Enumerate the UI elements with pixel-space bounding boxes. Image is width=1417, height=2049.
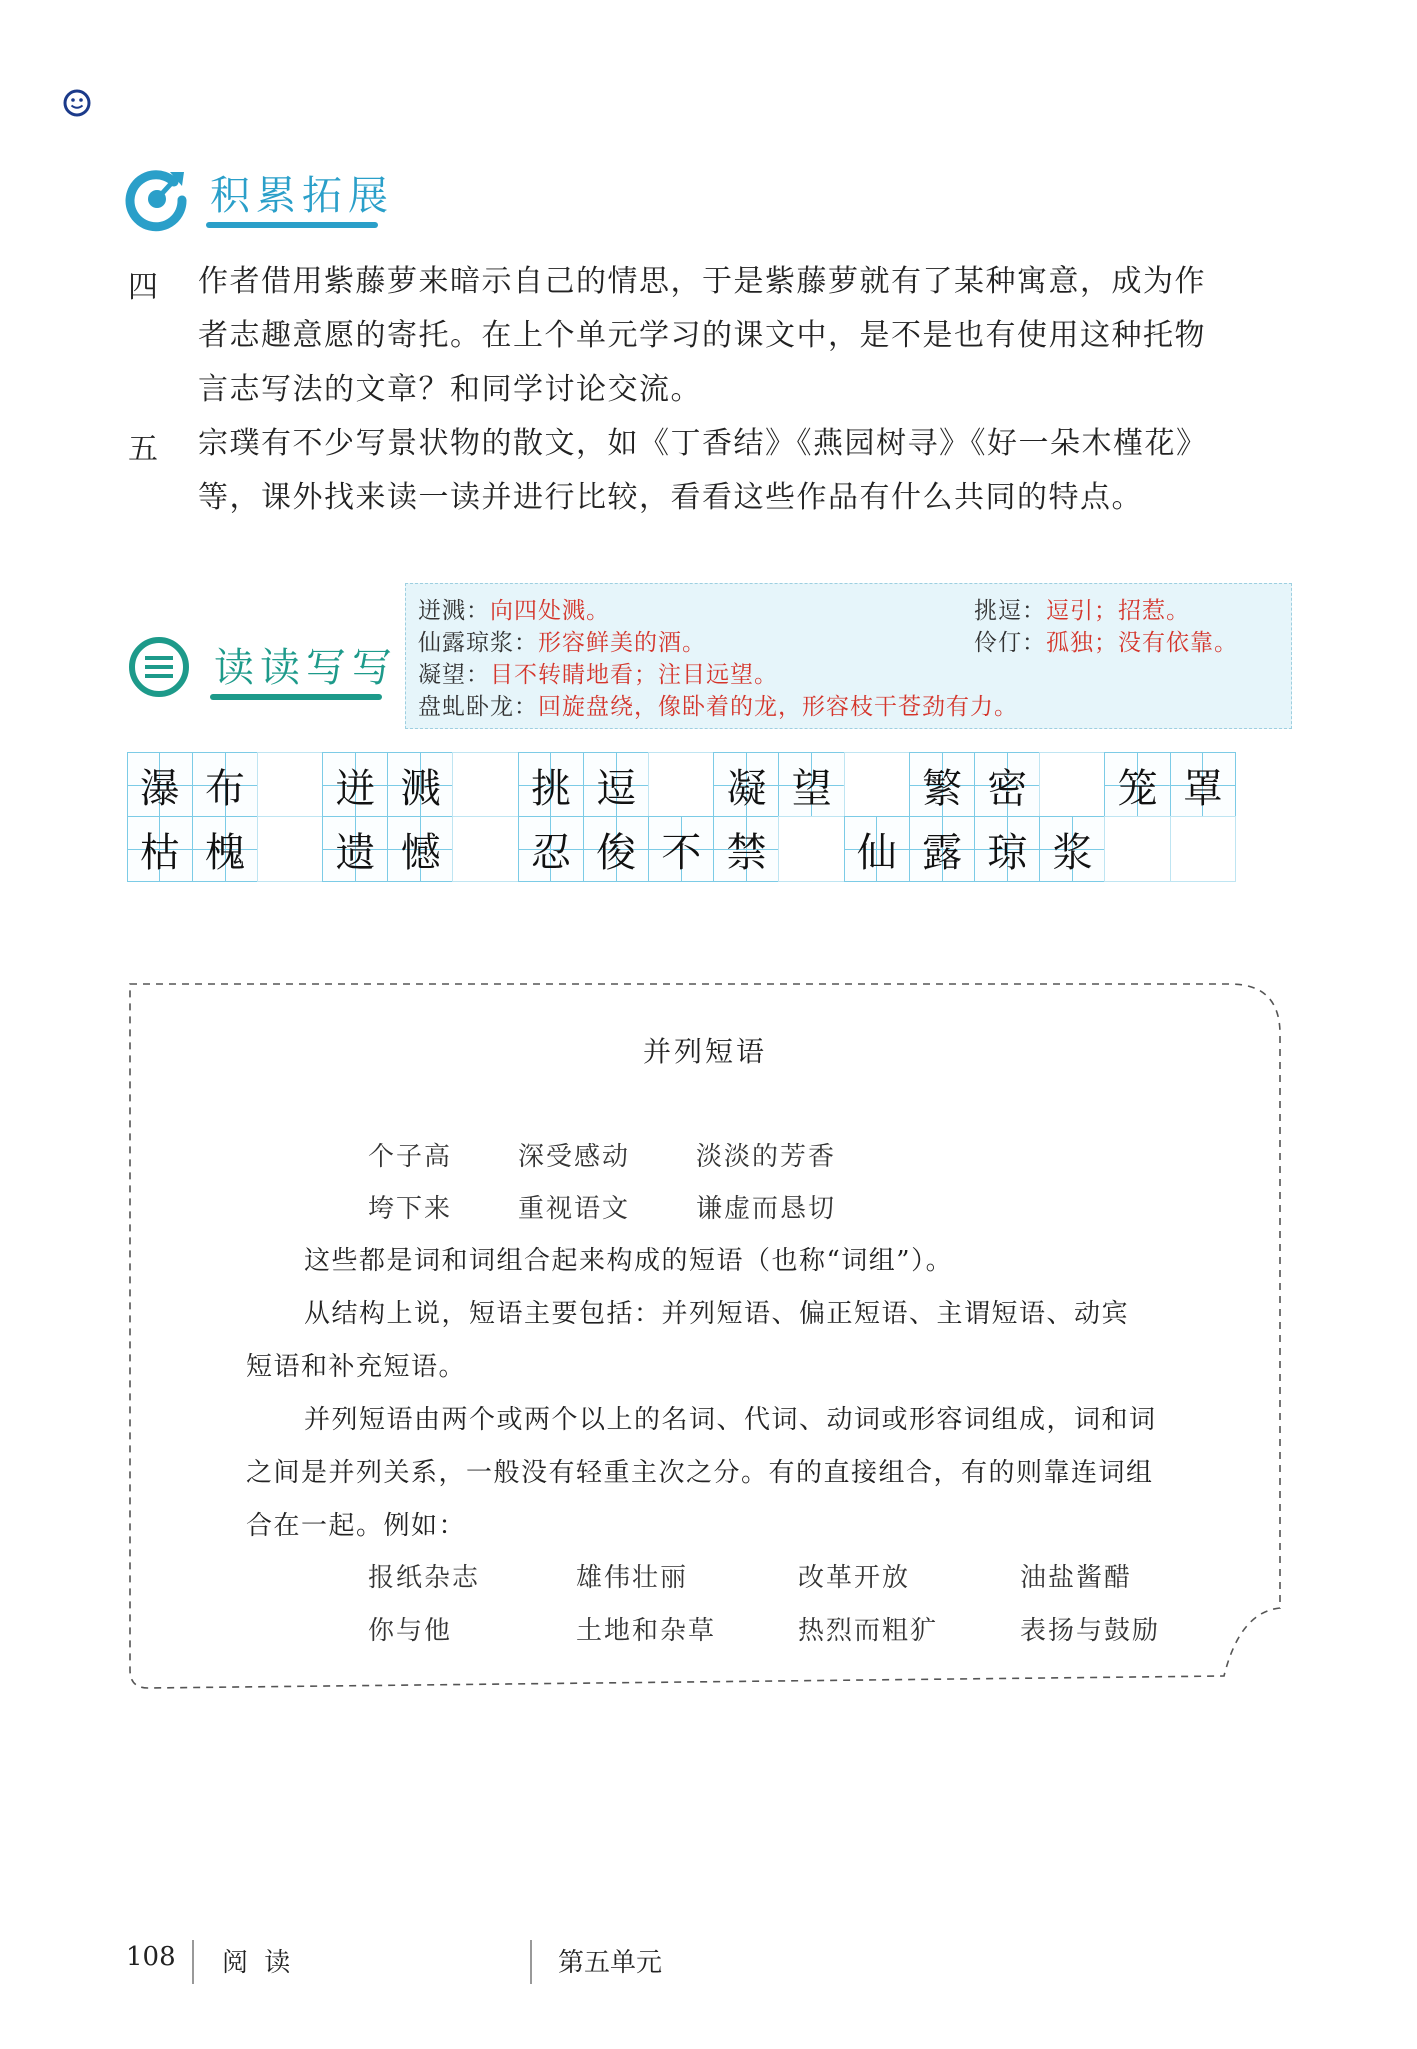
grid-character: 罩 xyxy=(1182,765,1223,812)
note-title: 并列短语 xyxy=(642,1035,767,1068)
grid-cell xyxy=(844,752,911,818)
grid-cell xyxy=(387,752,454,818)
grid-character: 浆 xyxy=(1052,829,1093,876)
phrase-example: 土地和杂草 xyxy=(576,1616,717,1646)
vocab-entry: 盘虬卧龙：回旋盘绕，像卧着的龙，形容枝干苍劲有力。 xyxy=(418,694,1018,720)
grid-cell xyxy=(1170,816,1237,882)
grid-cell xyxy=(778,752,845,818)
phrase-example: 表扬与鼓励 xyxy=(1020,1616,1161,1646)
grid-character: 笼 xyxy=(1117,765,1158,812)
grid-cell xyxy=(192,752,259,818)
question-line: 者志趣意愿的寄托。在上个单元学习的课文中，是不是也有使用这种托物 xyxy=(198,318,1206,353)
grid-character: 逗 xyxy=(596,765,637,812)
grid-cell xyxy=(778,816,845,882)
grid-character: 琼 xyxy=(987,829,1028,876)
grid-cell xyxy=(452,816,519,882)
question-line: 言志写法的文章？和同学讨论交流。 xyxy=(198,372,702,407)
grid-cell xyxy=(844,816,911,882)
grid-cell xyxy=(1170,752,1237,818)
vocab-entry: 迸溅：向四处溅。 xyxy=(418,598,610,624)
grid-cell xyxy=(974,816,1041,882)
smile-face-icon xyxy=(62,88,92,118)
note-paragraph: 短语和补充短语。 xyxy=(246,1352,467,1382)
phrase-example: 油盐酱醋 xyxy=(1020,1563,1133,1593)
grid-character: 遗 xyxy=(335,829,376,876)
grid-cell xyxy=(713,816,780,882)
section-title-read-write: 读读写写 xyxy=(214,645,398,691)
phrase-example: 重视语文 xyxy=(518,1194,631,1224)
grid-character: 仙 xyxy=(856,829,897,876)
practice-grid-row xyxy=(128,752,1236,818)
grid-cell xyxy=(648,816,715,882)
vocab-entry: 挑逗：逗引；招惹。 xyxy=(974,598,1190,624)
grid-cell xyxy=(909,816,976,882)
question-line: 等，课外找来读一读并进行比较，看看这些作品有什么共同的特点。 xyxy=(198,480,1143,515)
vocab-entry: 仙露琼浆：形容鲜美的酒。 xyxy=(418,630,706,656)
grid-character: 凝 xyxy=(726,765,767,812)
grid-character: 瀑 xyxy=(139,765,180,812)
question-text xyxy=(198,417,1288,525)
phrase-example: 谦虚而恳切 xyxy=(696,1194,837,1224)
grid-cell xyxy=(518,816,585,882)
phrase-example: 垮下来 xyxy=(368,1194,453,1224)
grid-character: 露 xyxy=(922,829,963,876)
grid-character: 布 xyxy=(205,765,246,812)
note-paragraph: 之间是并列关系，一般没有轻重主次之分。有的直接组合，有的则靠连词组 xyxy=(246,1458,1154,1488)
phrase-example: 雄伟壮丽 xyxy=(576,1563,689,1593)
grid-cell xyxy=(1104,752,1171,818)
note-paragraph: 合在一起。例如： xyxy=(246,1511,467,1541)
grid-cell xyxy=(322,752,389,818)
grid-character: 不 xyxy=(661,829,702,876)
section-title-extension: 积累拓展 xyxy=(210,173,394,219)
grid-cell xyxy=(127,752,194,818)
question-number: 五 xyxy=(128,432,158,467)
note-paragraph: 并列短语由两个或两个以上的名词、代词、动词或形容词组成，词和词 xyxy=(304,1405,1157,1435)
grid-cell xyxy=(1039,752,1106,818)
grid-character: 槐 xyxy=(205,829,246,876)
footer-divider xyxy=(192,1940,194,1984)
grid-character: 忍 xyxy=(530,829,571,876)
circular-arrow-icon xyxy=(124,166,190,232)
phrase-example: 你与他 xyxy=(368,1616,453,1646)
list-lines-icon xyxy=(128,636,190,698)
footer-divider xyxy=(530,1940,532,1984)
note-paragraph: 这些都是词和词组合起来构成的短语（也称“词组”）。 xyxy=(304,1246,954,1276)
grid-character: 挑 xyxy=(530,765,571,812)
vocabulary-box xyxy=(405,583,1292,729)
footer-section: 阅 读 xyxy=(222,1948,295,1978)
grid-cell xyxy=(322,816,389,882)
question-line: 宗璞有不少写景状物的散文，如《丁香结》《燕园树寻》《好一朵木槿花》 xyxy=(198,426,1208,461)
grid-character: 密 xyxy=(987,765,1028,812)
grid-cell xyxy=(713,752,780,818)
phrase-example: 深受感动 xyxy=(518,1142,631,1172)
grid-character: 枯 xyxy=(139,829,180,876)
vocab-entry: 伶仃：孤独；没有依靠。 xyxy=(974,630,1238,656)
grid-character: 望 xyxy=(791,765,832,812)
grid-cell xyxy=(192,816,259,882)
section-title-underline xyxy=(206,222,378,228)
grid-character: 溅 xyxy=(400,765,441,812)
grid-cell xyxy=(452,752,519,818)
phrase-example: 报纸杂志 xyxy=(368,1563,481,1593)
grid-cell xyxy=(127,816,194,882)
grid-character: 俊 xyxy=(596,829,637,876)
vocab-entry: 凝望：目不转睛地看；注目远望。 xyxy=(418,662,778,688)
grid-cell xyxy=(518,752,585,818)
grid-cell xyxy=(909,752,976,818)
grid-cell xyxy=(257,752,324,818)
grid-cell xyxy=(1039,816,1106,882)
grid-cell xyxy=(583,752,650,818)
grid-cell xyxy=(387,816,454,882)
phrase-example: 改革开放 xyxy=(798,1563,911,1593)
question-number: 四 xyxy=(128,270,158,305)
page-number: 108 xyxy=(126,1942,176,1972)
practice-grid-row xyxy=(128,816,1236,882)
footer-unit: 第五单元 xyxy=(558,1948,663,1978)
phrase-example: 热烈而粗犷 xyxy=(798,1616,939,1646)
section-title-underline xyxy=(210,694,382,700)
phrase-example: 淡淡的芳香 xyxy=(696,1142,837,1172)
grid-character: 迸 xyxy=(335,765,376,812)
question-text xyxy=(198,255,1288,417)
question-line: 作者借用紫藤萝来暗示自己的情思，于是紫藤萝就有了某种寓意，成为作 xyxy=(198,264,1206,299)
phrase-example: 个子高 xyxy=(368,1142,453,1172)
grid-cell xyxy=(1104,816,1171,882)
grid-character: 禁 xyxy=(726,829,767,876)
grid-cell xyxy=(257,816,324,882)
grid-character: 憾 xyxy=(400,829,441,876)
grid-cell xyxy=(583,816,650,882)
grid-cell xyxy=(648,752,715,818)
grid-character: 繁 xyxy=(922,765,963,812)
grid-cell xyxy=(974,752,1041,818)
note-paragraph: 从结构上说，短语主要包括：并列短语、偏正短语、主谓短语、动宾 xyxy=(304,1299,1130,1329)
